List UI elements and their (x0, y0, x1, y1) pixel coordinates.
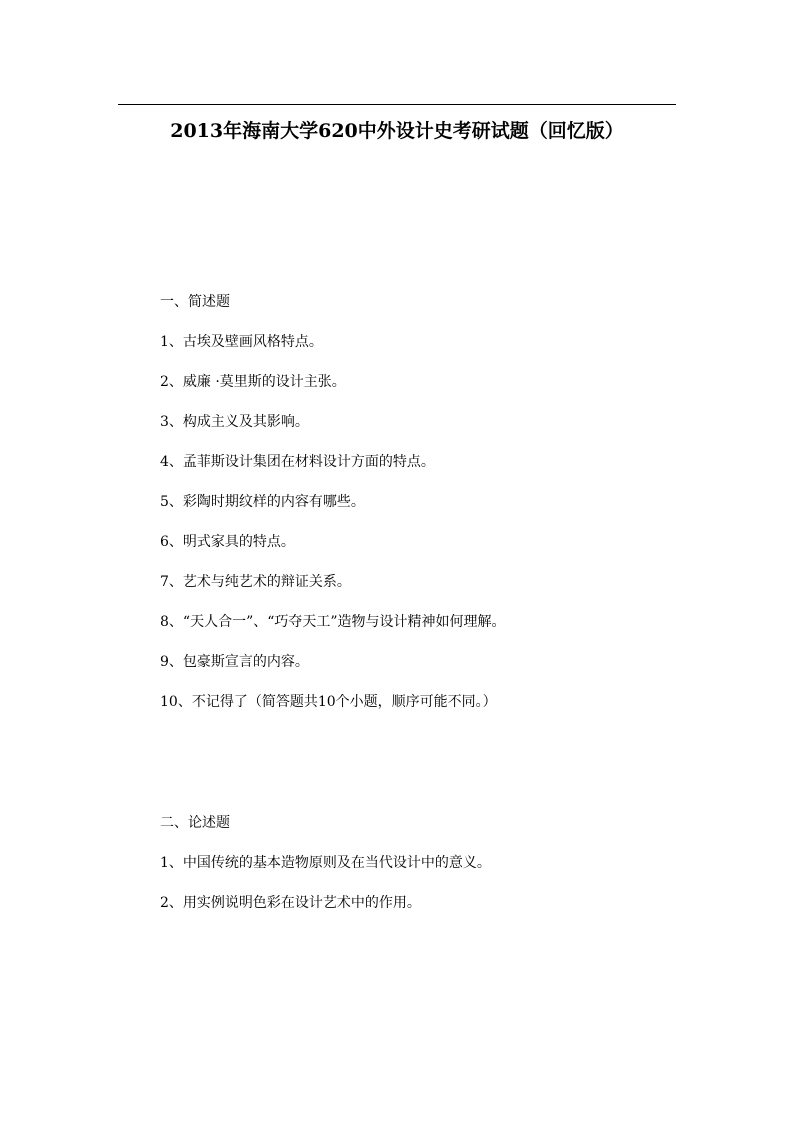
question-item: 8、“天人合一”、“巧夺天工”造物与设计精神如何理解。 (160, 614, 506, 630)
question-item: 4、孟菲斯设计集团在材料设计方面的特点。 (160, 454, 435, 470)
question-item: 5、彩陶时期纹样的内容有哪些。 (160, 494, 365, 510)
question-item: 10、不记得了（简答题共10个小题，顺序可能不同。） (160, 694, 497, 710)
header-rule (118, 104, 676, 105)
question-item: 6、明式家具的特点。 (160, 534, 295, 550)
section-heading: 一、简述题 (160, 294, 230, 310)
section-heading: 二、论述题 (160, 815, 230, 831)
question-item: 2、威廉 ·莫里斯的设计主张。 (160, 374, 346, 390)
section-essay (160, 813, 700, 933)
question-item: 3、构成主义及其影响。 (160, 414, 309, 430)
question-item: 1、中国传统的基本造物原则及在当代设计中的意义。 (160, 855, 491, 871)
question-item: 1、古埃及壁画风格特点。 (160, 334, 323, 350)
question-item: 7、艺术与纯艺术的辩证关系。 (160, 574, 351, 590)
question-item: 9、包豪斯宣言的内容。 (160, 654, 309, 670)
section-short-answer (160, 292, 700, 732)
question-item: 2、用实例说明色彩在设计艺术中的作用。 (160, 895, 421, 911)
document-title: 2013年海南大学620中外设计史考研试题（回忆版） (170, 120, 624, 142)
